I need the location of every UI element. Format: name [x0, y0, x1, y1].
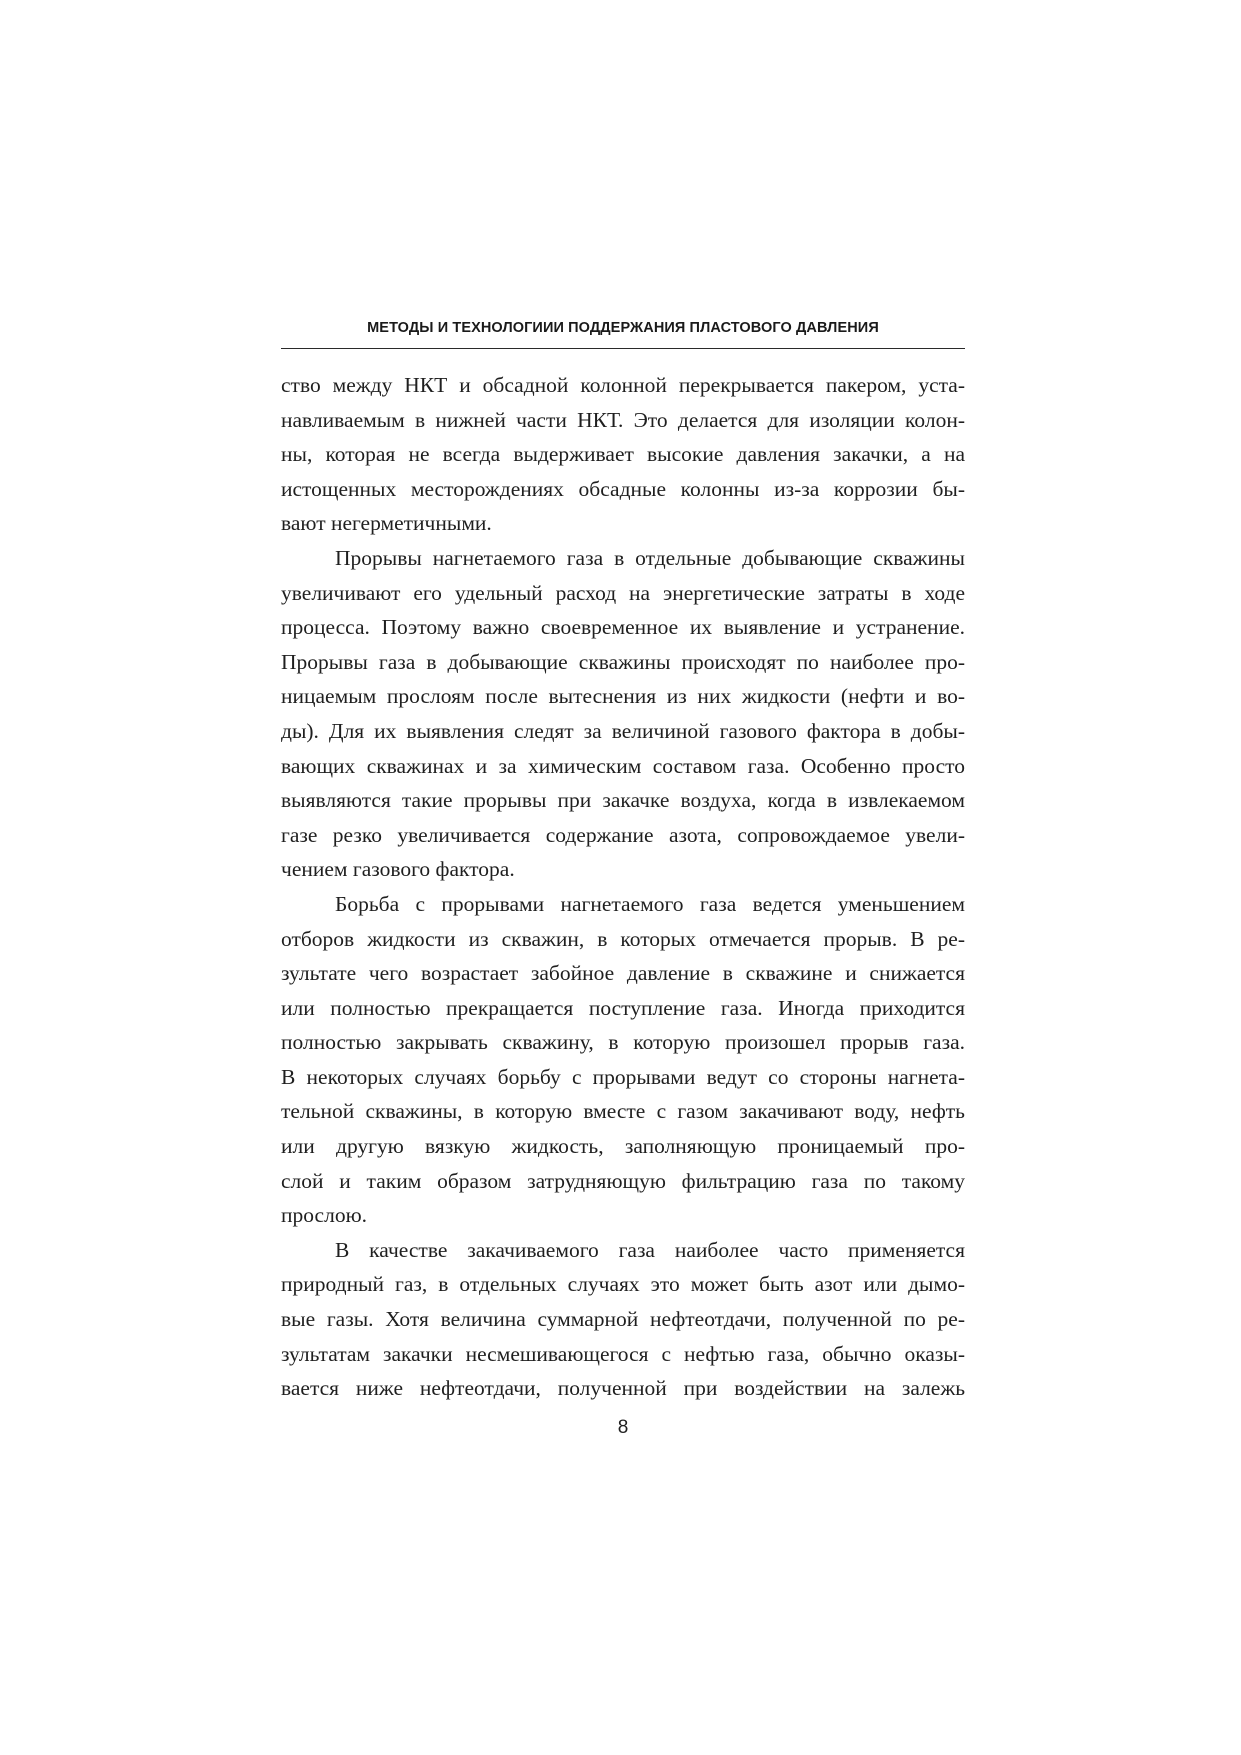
text-line: отборов жидкости из скважин, в которых отмечается прорыв. В ре- [281, 926, 965, 951]
text-line: зультатам закачки несмешивающегося с нефтью газа, обычно оказы- [281, 1341, 965, 1366]
text-line: прослою. [281, 1203, 367, 1228]
text-line: Прорывы газа в добывающие скважины происходят по наиболее про- [281, 649, 965, 674]
page-number: 8 [617, 1417, 629, 1438]
text-line: или полностью прекращается поступление газа. Иногда приходится [281, 995, 965, 1020]
text-line: газе резко увеличивается содержание азота, сопровождаемое увели- [281, 822, 965, 847]
text-line: вые газы. Хотя величина суммарной нефтеотдачи, полученной по ре- [281, 1307, 965, 1332]
text-line: ство между НКТ и обсадной колонной перекрывается пакером, уста- [281, 373, 965, 397]
text-line: зультате чего возрастает забойное давление в скважине и снижается [281, 961, 965, 986]
text-line: Борьба с прорывами нагнетаемого газа ведется уменьшением [335, 891, 965, 916]
text-line: истощенных месторождениях обсадные колонны из-за коррозии бы- [281, 476, 965, 501]
text-line: выявляются такие прорывы при закачке воздуха, когда в извлекаемом [281, 788, 965, 813]
paragraph-3 [281, 887, 965, 1233]
text-line: увеличивают его удельный расход на энергетические затраты в ходе [281, 580, 965, 605]
running-header: МЕТОДЫ И ТЕХНОЛОГИИИ ПОДДЕРЖАНИЯ ПЛАСТОВОГО ДАВЛЕНИЯ [367, 320, 879, 336]
text-line: слой и таким образом затрудняющую фильтрацию газа по такому [281, 1168, 965, 1193]
text-line: тельной скважины, в которую вместе с газом закачивают воду, нефть [281, 1099, 965, 1124]
text-line: вается ниже нефтеотдачи, полученной при воздействии на залежь [281, 1376, 965, 1401]
text-line: В некоторых случаях борьбу с прорывами ведут со стороны нагнета- [281, 1064, 965, 1089]
text-line: вающих скважинах и за химическим составом газа. Особенно просто [281, 753, 965, 778]
paragraph-1 [281, 368, 965, 541]
paragraph-2 [281, 541, 965, 887]
text-line: ницаемым прослоям после вытеснения из них жидкости (нефти и во- [281, 684, 965, 709]
paragraph-4 [281, 1233, 965, 1406]
body-text [281, 368, 965, 1406]
text-line: В качестве закачиваемого газа наиболее часто применяется [335, 1237, 965, 1262]
text-line: ды). Для их выявления следят за величиной газового фактора в добы- [281, 718, 965, 743]
text-line: Прорывы нагнетаемого газа в отдельные добывающие скважины [335, 545, 965, 570]
text-line: полностью закрывать скважину, в которую произошел прорыв газа. [281, 1030, 965, 1055]
header-rule [281, 348, 965, 349]
text-line: или другую вязкую жидкость, заполняющую проницаемый про- [281, 1134, 965, 1159]
text-line: природный газ, в отдельных случаях это может быть азот или дымо- [281, 1272, 965, 1297]
text-line: навливаемым в нижней части НКТ. Это делается для изоляции колон- [281, 407, 965, 432]
text-line: ны, которая не всегда выдерживает высокие давления закачки, а на [281, 442, 965, 467]
text-line: чением газового фактора. [281, 857, 515, 882]
text-line: вают негерметичными. [281, 511, 492, 536]
text-line: процесса. Поэтому важно своевременное их выявление и устранение. [281, 615, 965, 640]
